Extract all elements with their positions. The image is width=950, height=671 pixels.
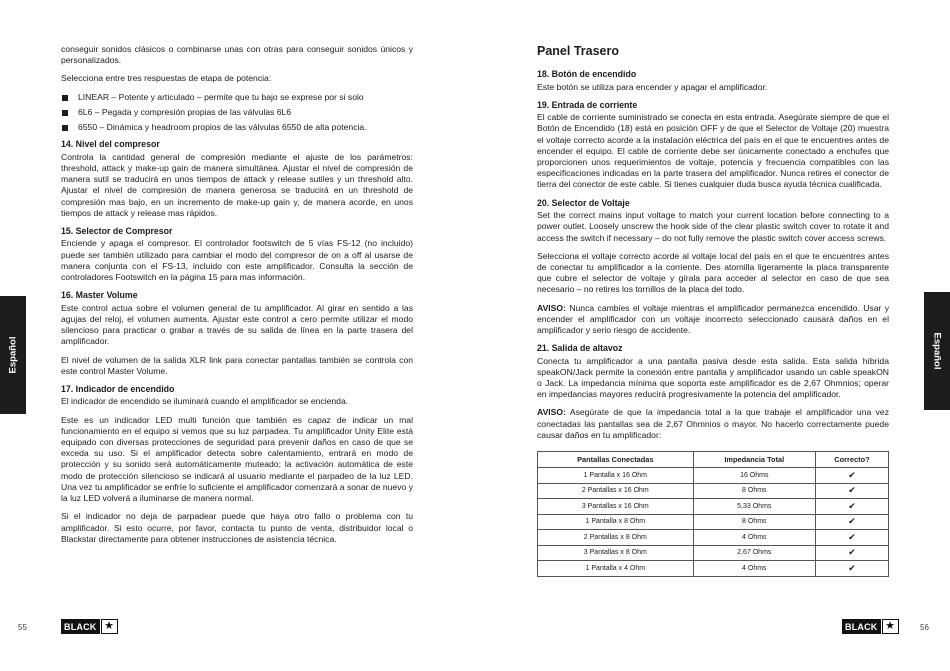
check-icon: ✔ — [815, 530, 888, 546]
section-18-heading: 18. Botón de encendido — [537, 69, 637, 79]
section-17-heading: 17. Indicador de encendido — [61, 383, 175, 394]
language-tab-label: Español — [7, 336, 19, 374]
table-row — [538, 483, 889, 499]
section-19-text: El cable de corriente suministrado se conecta en esta entrada. Asegúrate siempre de que el Botón de Encendido (18) está en posición OFF y de que el Selector de Voltaje (20) muestra el voltaje correcto acorde a la instalación eléctrica del país en el que te encuentres antes de encender el equipo. El cable de corriente debe ser únicamente conectado a enchufes que proporcionen unos requerimientos de voltaje, potencia y frecuencia compatibles con las especificaciones indicadas en la parte trasera del amplificador. Nunca retires el conector de tierra del conector de este cable. Si tienes cualquier duda busca ayuda técnica cualificada. — [537, 112, 889, 190]
right-page-column — [537, 44, 889, 577]
table-row — [538, 514, 889, 530]
table-cell: 2 Pantallas x 16 Ohm — [538, 483, 694, 499]
table-cell: 1 Pantalla x 4 Ohm — [538, 561, 694, 577]
section-15-text: Enciende y apaga el compresor. El controlador footswitch de 5 vías FS-12 (no incluido) puede ser también utilizado para cambiar el modo del compresor de on a off al usarse de manera conjunta con el FS-13, incluido con este amplificador. Consulta la sección de controladores Footswitch en la página 15 para mas información. — [61, 238, 413, 283]
table-cell: 3 Pantallas x 16 Ohm — [538, 499, 694, 515]
column-header: Pantallas Conectadas — [538, 452, 694, 468]
warning-text: Nunca cambies el voltaje mientras el amplificador permanezca encendido. Usar y encender el amplificador con un voltaje incorrecto seleccionado causará daños en el amplificador y serio riesgo de accidente. — [537, 302, 889, 335]
table-cell: 4 Ohms — [693, 561, 815, 577]
section-21-heading: 21. Salida de altavoz — [537, 343, 623, 354]
warning-text: Asegúrate de que la impedancia total a la que trabaje el amplificador una vez conectadas las pantallas sea de 2,67 Ohmnios o mayor. No hacerlo correctamente puede causar daños en tu amplificador: — [537, 407, 889, 440]
table-cell: 1 Pantalla x 8 Ohm — [538, 514, 694, 530]
table-cell: 5,33 Ohms — [693, 499, 815, 515]
section-16-text-2: El nivel de volumen de la salida XLR link para conectar pantallas también se controla con este control Master Volume. — [61, 354, 413, 376]
section-17-text-3: Si el indicador no deja de parpadear puede que haya otro fallo o problema con tu amplificador. Si esto ocurre, por favor, contacta tu punto de venta, distribuidor local o Blackstar directamente para obtener instrucciones de asistencia técnica. — [61, 511, 413, 544]
table-row — [538, 468, 889, 484]
check-icon: ✔ — [815, 514, 888, 530]
list-item: 6550 – Dinámica y headroom propios de las válvulas 6550 de alta potencia. — [61, 122, 413, 133]
impedance-table — [537, 451, 889, 577]
logo-text: BLACK — [61, 619, 100, 634]
page-title: Panel Trasero — [537, 44, 619, 58]
table-row — [538, 545, 889, 561]
table-cell: 1 Pantalla x 16 Ohm — [538, 468, 694, 484]
column-header: Impedancia Total — [693, 452, 815, 468]
list-item: LINEAR – Potente y articulado – permite que tu bajo se exprese por si solo — [61, 92, 413, 103]
check-icon: ✔ — [815, 468, 888, 484]
table-cell: 8 Ohms — [693, 483, 815, 499]
star-icon: ★ — [882, 619, 899, 634]
table-cell: 8 Ohms — [693, 514, 815, 530]
table-cell: 2 Pantallas x 8 Ohm — [538, 530, 694, 546]
power-amp-responses-list — [61, 92, 413, 134]
table-cell: 16 Ohms — [693, 468, 815, 484]
section-19-heading: 19. Entrada de corriente — [537, 99, 638, 110]
language-tab-left — [0, 296, 26, 414]
section-14-text: Controla la cantidad general de compresión mediante el ajuste de los parámetros: threshold, attack y make-up gain de manera simultánea. Ajustar el nivel de compresión de manera sutil se traducirá en unos tiempos de attack y release sutiles y un threshold alto. Ajustar el nivel de compresión de manera generosa se traducirá en un threshold de compresión mas bajo, en un incremento de make-up gain y, de manera acorde, en unos tiempos de attack y release mas rápidos. — [61, 151, 413, 218]
table-row — [538, 530, 889, 546]
check-icon: ✔ — [815, 499, 888, 515]
section-17-text-2: Este es un indicador LED multi función que también es capaz de indicar un mal funcionamiento en el equipo si vemos que su luz parpadea. Tu amplificador Unity Elite está equipado con diversas protecciones de seguridad para prevenir daños en caso de que se exceda su uso. Si el amplificador detecta sobre calentamiento, entrará en modo de protección y su sonido será automáticamente muteado; la activación automática de este modo de protección silencioso se indicará al usuario mediante el parpadeo de la luz LED. Una vez tu amplificador se enfríe lo suficiente el amplificador comenzará a sonar de nuevo y la luz LED volverá a iluminarse de manera normal. — [61, 414, 413, 504]
check-icon: ✔ — [815, 561, 888, 577]
table-header-row — [538, 452, 889, 468]
star-icon: ★ — [101, 619, 118, 634]
intro-paragraph: conseguir sonidos clásicos o combinarse unas con otras para conseguir sonidos únicos y personalizados. — [61, 44, 413, 66]
power-amp-choice-text: Selecciona entre tres respuestas de etapa de potencia: — [61, 73, 272, 84]
page-number-left: 55 — [18, 623, 27, 632]
table-cell: 2,67 Ohms — [693, 545, 815, 561]
section-21-text: Conecta tu amplificador a una pantalla pasiva desde esta salida. Esta salida híbrida speakON/Jack permite la conexión entre pantalla y amplificador usando un cable speakON o Jack. La impedancia mínima que soporta este amplificador es de 2,67 Ohmnios; operar en impedancias mayores reducirá progresivamente la potencia del amplificador. — [537, 355, 889, 400]
blackstar-logo-right — [842, 619, 899, 634]
warning-label: AVISO: — [537, 302, 566, 313]
section-15-heading: 15. Selector de Compresor — [61, 225, 173, 236]
section-16-text: Este control actua sobre el volumen general de tu amplificador. Al girar en sentido a las agujas del reloj, el volumen aumenta. Ajustar este control a cero permite utilizar el modo silencioso para practicar o grabar a través de su salida de línea en la parte trasera del amplificador. — [61, 302, 413, 347]
language-tab-label: Español — [931, 332, 943, 370]
language-tab-right — [924, 292, 950, 410]
blackstar-logo-left — [61, 619, 118, 634]
table-cell: 3 Pantallas x 8 Ohm — [538, 545, 694, 561]
left-page-column — [61, 44, 413, 552]
warning-label: AVISO: — [537, 407, 566, 418]
table-row — [538, 561, 889, 577]
table-cell: 4 Ohms — [693, 530, 815, 546]
section-20-text: Set the correct mains input voltage to match your current location before connecting to a power outlet. Loosely unscrew the hook side of the clear plastic switch cover to rotate it and access the switch if necessary – do not fully remove the plastic switch cover access screws. — [537, 210, 889, 243]
list-item: 6L6 – Pegada y compresión propias de las válvulas 6L6 — [61, 107, 413, 118]
warning-voltage — [537, 303, 889, 337]
section-20-heading: 20. Selector de Voltaje — [537, 197, 630, 208]
section-20-text-2: Selecciona el voltaje correcto acorde al voltaje local del país en el que te encuentres antes de conectar tu amplificador a la corriente. Des atornilla ligeramente la placa transparente que cubre el selector de voltaje y gírala para acceder al selector en caso de que sea necesario – no retires los tornillos de la placa del todo. — [537, 250, 889, 295]
section-17-text: El indicador de encendido se iluminará cuando el amplificador se encienda. — [61, 396, 349, 407]
section-14-heading: 14. Nivel del compresor — [61, 139, 160, 150]
section-18-text: Este botón se utiliza para encender y apagar el amplificador. — [537, 81, 768, 92]
page-number-right: 56 — [920, 623, 929, 632]
check-icon: ✔ — [815, 545, 888, 561]
warning-impedance — [537, 407, 889, 441]
section-16-heading: 16. Master Volume — [61, 290, 138, 301]
logo-text: BLACK — [842, 619, 881, 634]
table-row — [538, 499, 889, 515]
column-header: Correcto? — [815, 452, 888, 468]
check-icon: ✔ — [815, 483, 888, 499]
